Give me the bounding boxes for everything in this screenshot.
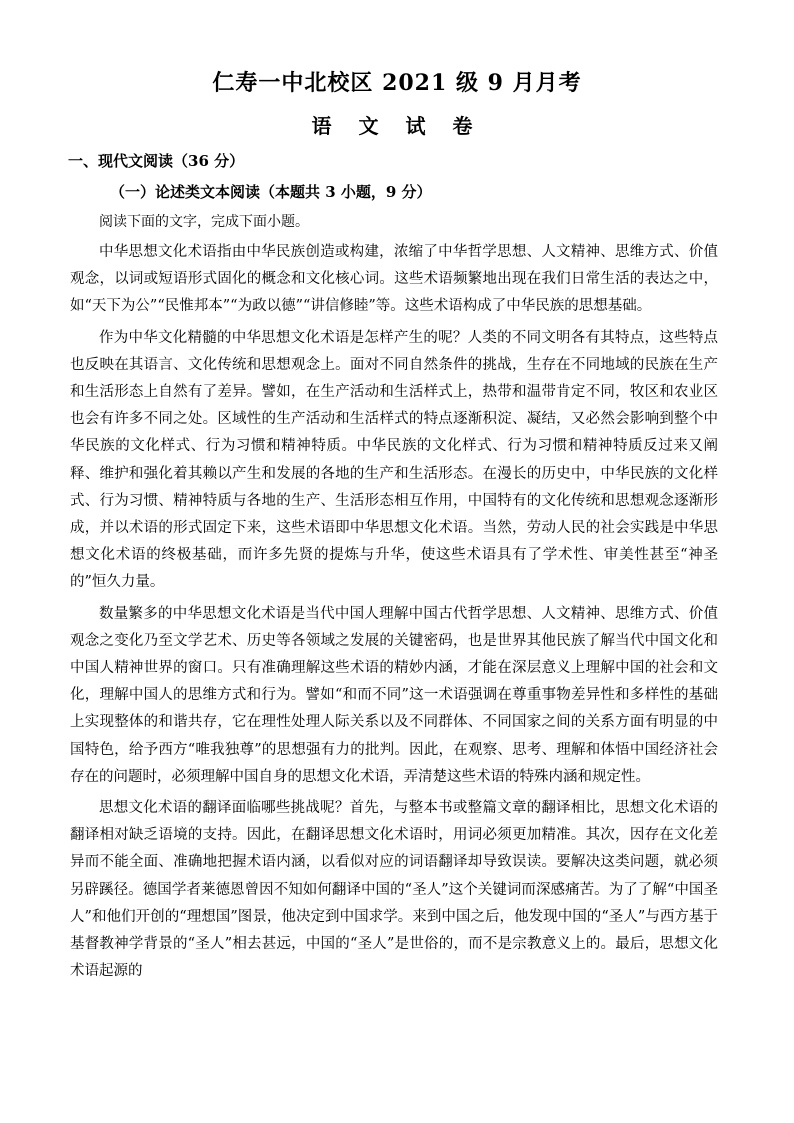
page-subtitle: 语 文 试 卷 [311,114,483,138]
passage-body [70,239,718,989]
passage-paragraph: 作为中华文化精髓的中华思想文化术语是怎样产生的呢？人类的不同文明各有其特点，这些特点也反映在其语言、文化传统和思想观念上。面对不同自然条件的挑战，生存在不同地域的民族在生产和生活形态上自然有了差异。譬如，在生产活动和生活样式上，热带和温带肯定不同，牧区和农业区也会有许多不同之处。区域性的生产活动和生活样式的特点逐渐积淀、凝结，又必然会影响到整个中华民族的文化样式、行为习惯和精神特质。中华民族的文化样式、行为习惯和精神特质反过来又阐释、维护和强化着其赖以产生和发展的各地的生产和生活形态。在漫长的历史中，中华民族的文化样式、行为习惯、精神特质与各地的生产、生活形态相互作用，中国特有的文化传统和思想观念逐渐形成，并以术语的形式固定下来，这些术语即中华思想文化术语。当然，劳动人民的社会实践是中华思想文化术语的终极基础，而许多先贤的提炼与升华，使这些术语具有了学术性、审美性甚至“神圣的”恒久力量。 [70,329,718,591]
section-subheading: （一）论述类文本阅读（本题共 3 小题，9 分） [110,183,432,201]
reading-instruction: 阅读下面的文字，完成下面小题。 [99,214,309,230]
passage-paragraph: 思想文化术语的翻译面临哪些挑战呢？首先，与整本书或整篇文章的翻译相比，思想文化术语的翻译相对缺乏语境的支持。因此，在翻译思想文化术语时，用词必须更加精准。其次，因存在文化差异而不能全面、准确地把握术语内涵，以看似对应的词语翻译却导致误读。要解决这类问题，就必须另辟蹊径。德国学者莱德恩曾因不知如何翻译中国的“圣人”这个关键词而深感痛苦。为了了解“中国圣人”和他们开创的“理想国”图景，他决定到中国求学。来到中国之后，他发现中国的“圣人”与西方基于基督教神学背景的“圣人”相去甚远，中国的“圣人”是世俗的，而不是宗教意义上的。最后，思想文化术语起源的 [70,800,718,980]
section-heading: 一、现代文阅读（36 分） [68,152,245,170]
passage-paragraph: 中华思想文化术语指由中华民族创造或构建，浓缩了中华哲学思想、人文精神、思维方式、价值观念，以词或短语形式固化的概念和文化核心词。这些术语频繁地出现在我们日常生活的表达之中，如“天下为公”“民惟邦本”“为政以德”“讲信修睦”等。这些术语构成了中华民族的思想基础。 [70,244,718,315]
passage-paragraph: 数量繁多的中华思想文化术语是当代中国人理解中国古代哲学思想、人文精神、思维方式、价值观念之变化乃至文学艺术、历史等各领域之发展的关键密码，也是世界其他民族了解当代中国文化和中国人精神世界的窗口。只有准确理解这些术语的精妙内涵，才能在深层意义上理解中国的社会和文化，理解中国人的思维方式和行为。譬如“和而不同”这一术语强调在尊重事物差异性和多样性的基础上实现整体的和谐共存，它在理性处理人际关系以及不同群体、不同国家之间的关系方面有明显的中国特色，给予西方“唯我独尊”的思想强有力的批判。因此，在观察、思考、理解和体悟中国经济社会存在的问题时，必须理解中国自身的思想文化术语，弄清楚这些术语的特殊内涵和规定性。 [70,605,718,785]
page-title: 仁寿一中北校区 2021 级 9 月月考 [212,70,582,96]
